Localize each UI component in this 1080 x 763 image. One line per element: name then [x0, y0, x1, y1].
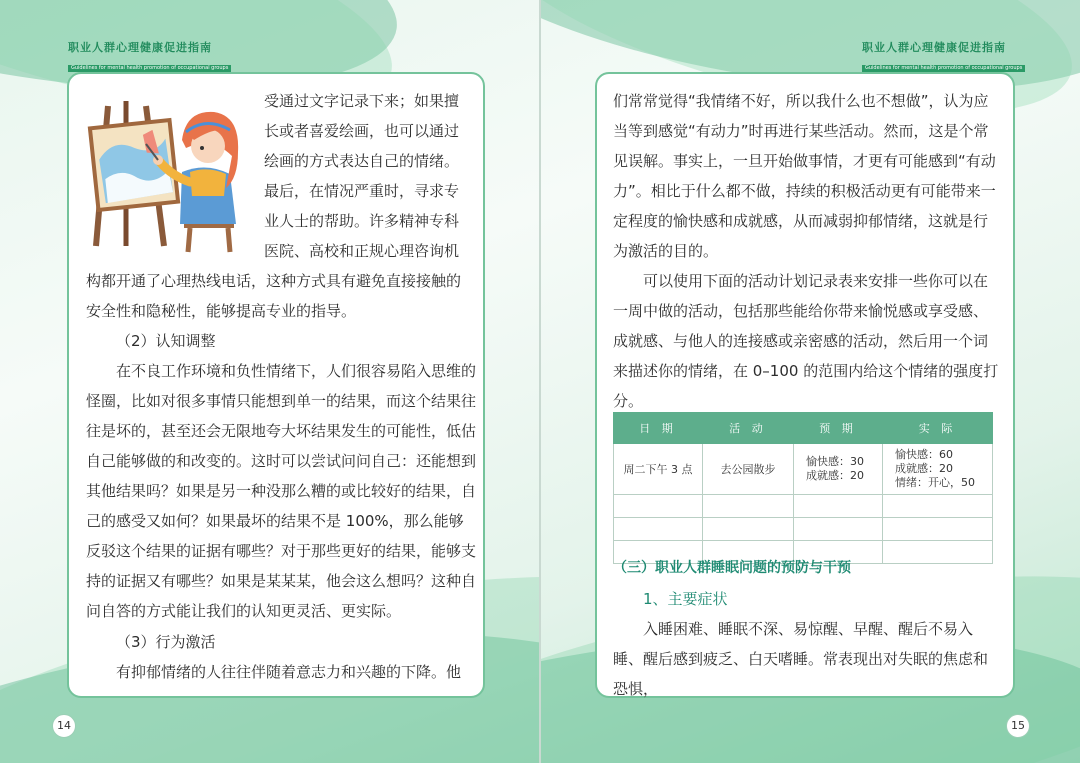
book-gutter — [539, 0, 541, 763]
para-behavior-continued: 们常常觉得“我情绪不好，所以我什么也不想做”，认为应当等到感觉“有动力”时再进行某些活动。然而，这是个常见误解。事实上，一旦开始做事情，才更有可能感到“有动力”。相比于什么都不做，持续的积极活动更有可能带来一定程度的愉快感和成就感，从而减弱抑郁情绪，这就是行为激活的目的。 — [613, 92, 996, 260]
col-date: 日 期 — [614, 413, 703, 444]
header-subtitle: Guidelines for mental health promotion of occupational groups — [68, 65, 231, 72]
table-header-row — [614, 413, 993, 444]
header-title: 职业人群心理健康促进指南 — [862, 41, 1006, 54]
activity-plan-table — [613, 412, 993, 564]
expected-achievement: 成就感：20 — [806, 469, 864, 482]
para-activity-plan: 可以使用下面的活动计划记录表来安排一些你可以在一周中做的活动，包括那些能给你带来愉悦感或享受感、成就感、与他人的连接感或亲密感的活动，然后用一个词来描述你的情绪，在 0–100 的范围内给这个情绪的强度打分。 — [613, 272, 999, 410]
wrap-line-3: 绘画的方式表达自己的情绪。 — [264, 152, 460, 170]
wrap-line-5: 业人士的帮助。许多精神专科 — [264, 212, 460, 230]
actual-pleasure: 愉快感：60 — [895, 448, 953, 461]
para-behavior: 有抑郁情绪的人往往伴随着意志力和兴趣的下降。他 — [116, 663, 462, 681]
cell-activity: 去公园散步 — [703, 444, 794, 495]
heading-cognitive: （2）认知调整 — [116, 332, 216, 350]
full-line-1: 构都开通了心理热线电话，这种方式具有避免直接接触的 — [86, 272, 462, 290]
table-row — [614, 495, 993, 518]
subsection-title-symptoms: 1、主要症状 — [643, 590, 728, 608]
wrap-line-1: 受通过文字记录下来；如果擅 — [264, 92, 460, 110]
cell-actual — [883, 444, 993, 495]
running-header-left — [68, 41, 231, 71]
full-line-2: 安全性和隐秘性，能够提高专业的指导。 — [86, 302, 357, 320]
header-subtitle: Guidelines for mental health promotion of occupational groups — [862, 65, 1025, 72]
para-symptoms: 入睡困难、睡眠不深、易惊醒、早醒、醒后不易入睡、醒后感到疲乏、白天嗜睡。常表现出对失眠的焦虑和恐惧， — [613, 620, 989, 698]
wrap-line-4: 最后，在情况严重时，寻求专 — [264, 182, 460, 200]
para-cognitive: 在不良工作环境和负性情绪下，人们很容易陷入思维的怪圈，比如对很多事情只能想到单一的结果，而这个结果往往是坏的，甚至还会无限地夸大坏结果发生的可能性，低估自己能够做的和改变的。这时可以尝试问问自己：还能想到其他结果吗？如果是另一种没那么糟的或比较好的结果，自己的感受又如何？如果最坏的结果不是 100%，那么能够反驳这个结果的证据有哪些？对于那些更好的结果，能够支持的证据又有哪些？如果是某某某，他会这么想吗？这种自问自答的方式能让我们的认知更灵活、更实际。 — [86, 362, 477, 620]
col-activity: 活 动 — [703, 413, 794, 444]
page-number-left: 14 — [52, 714, 76, 738]
wrap-line-2: 长或者喜爱绘画，也可以通过 — [264, 122, 460, 140]
page-number-right: 15 — [1006, 714, 1030, 738]
col-expected: 预 期 — [794, 413, 883, 444]
running-header-right — [862, 41, 1025, 71]
table-row — [614, 444, 993, 495]
header-title: 职业人群心理健康促进指南 — [68, 41, 212, 54]
wrap-line-6: 医院、高校和正规心理咨询机 — [264, 242, 460, 260]
cell-expected — [794, 444, 883, 495]
expected-pleasure: 愉快感：30 — [806, 455, 864, 468]
heading-behavior: （3）行为激活 — [116, 633, 216, 651]
actual-mood: 情绪：开心，50 — [895, 476, 975, 489]
section-title-sleep: （三）职业人群睡眠问题的预防与干预 — [613, 560, 851, 576]
actual-achievement: 成就感：20 — [895, 462, 953, 475]
cell-date: 周二下午 3 点 — [614, 444, 703, 495]
col-actual: 实 际 — [883, 413, 993, 444]
painting-girl-illustration — [86, 96, 248, 254]
table-row — [614, 518, 993, 541]
